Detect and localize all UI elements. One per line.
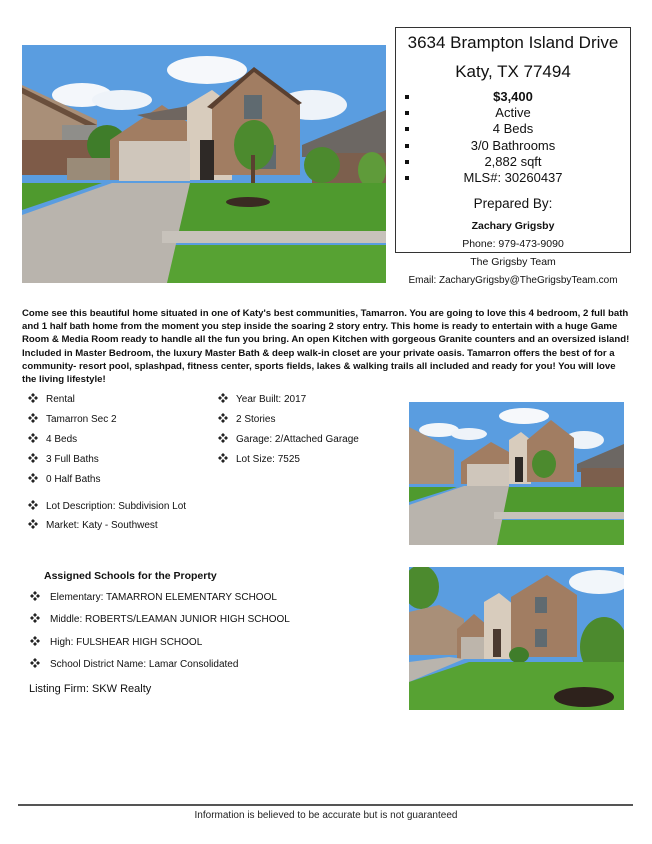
address-street: 3634 Brampton Island Drive [407,33,619,52]
feature-item: 2 Stories [218,413,275,426]
feature-item: 3 Full Baths [28,453,99,466]
square-footage: 2,882 sqft [396,154,630,170]
four-diamond-bullet-icon [30,636,40,646]
main-house-photo [22,45,386,283]
listing-firm: Listing Firm: SKW Realty [29,683,152,695]
school-middle: Middle: ROBERTS/LEAMAN JUNIOR HIGH SCHOOL [30,613,290,626]
feature-item: Lot Size: 7525 [218,453,300,466]
feature-item: Tamarron Sec 2 [28,413,117,426]
four-diamond-bullet-icon [218,453,228,463]
market: Market: Katy - Southwest [28,519,158,532]
four-diamond-bullet-icon [28,433,38,443]
agent-email: Email: ZacharyGrigsby@TheGrigsbyTeam.com [408,275,618,287]
feature-item: Year Built: 2017 [218,393,306,406]
beds: 4 Beds [396,121,630,137]
property-description: Come see this beautiful home situated in one of Katy's best communities, Tamarron. You are going to love this 4 bedroom, 2 full bath and 1 half bath home from the moment you step inside the soaring 2 story entry. This home is ready to entertain with a huge Game Room & Media Room ready to handle all the fun you bring. An open Kitchen with gorgeous Granite counters and an oversized island! Included in Master Bedroom, the luxury Master Bath & deep walk-in closet are your private oasis. Tamarron offers the best of for a community- resort pool, splashpad, fitness center, sports fields, lakes & walking trails all included and ready for you! You will love the living lifestyle! [22,308,630,386]
four-diamond-bullet-icon [28,473,38,483]
feature-item: Rental [28,393,75,406]
agent-phone: Phone: 979-473-9090 [462,238,564,251]
feature-item: Garage: 2/Attached Garage [218,433,359,446]
schools-title: Assigned Schools for the Property [44,570,217,582]
house-photo-2 [409,402,624,545]
four-diamond-bullet-icon [28,500,38,510]
agent-team: The Grigsby Team [470,256,556,269]
bathrooms: 3/0 Bathrooms [396,138,630,154]
feature-item: 0 Half Baths [28,473,100,486]
four-diamond-bullet-icon [28,393,38,403]
listing-summary-box [395,27,631,287]
four-diamond-bullet-icon [218,433,228,443]
school-elementary: Elementary: TAMARRON ELEMENTARY SCHOOL [30,591,277,604]
status: Active [396,105,630,121]
lot-description: Lot Description: Subdivision Lot [28,500,186,513]
house-photo-3 [409,567,624,710]
four-diamond-bullet-icon [218,393,228,403]
listing-facts [396,89,630,186]
four-diamond-bullet-icon [28,453,38,463]
prepared-by-label: Prepared By: [473,196,553,212]
four-diamond-bullet-icon [28,519,38,529]
four-diamond-bullet-icon [218,413,228,423]
school-district: School District Name: Lamar Consolidated [30,658,238,671]
feature-item: 4 Beds [28,433,77,446]
agent-name: Zachary Grigsby [471,220,555,233]
school-high: High: FULSHEAR HIGH SCHOOL [30,636,202,649]
four-diamond-bullet-icon [28,413,38,423]
four-diamond-bullet-icon [30,591,40,601]
disclaimer: Information is believed to be accurate but is not guaranteed [194,810,458,821]
address-city: Katy, TX 77494 [455,62,571,81]
four-diamond-bullet-icon [30,658,40,668]
price: $3,400 [396,89,630,105]
mls-number: MLS#: 30260437 [396,170,630,186]
four-diamond-bullet-icon [30,613,40,623]
footer-divider [18,804,633,806]
